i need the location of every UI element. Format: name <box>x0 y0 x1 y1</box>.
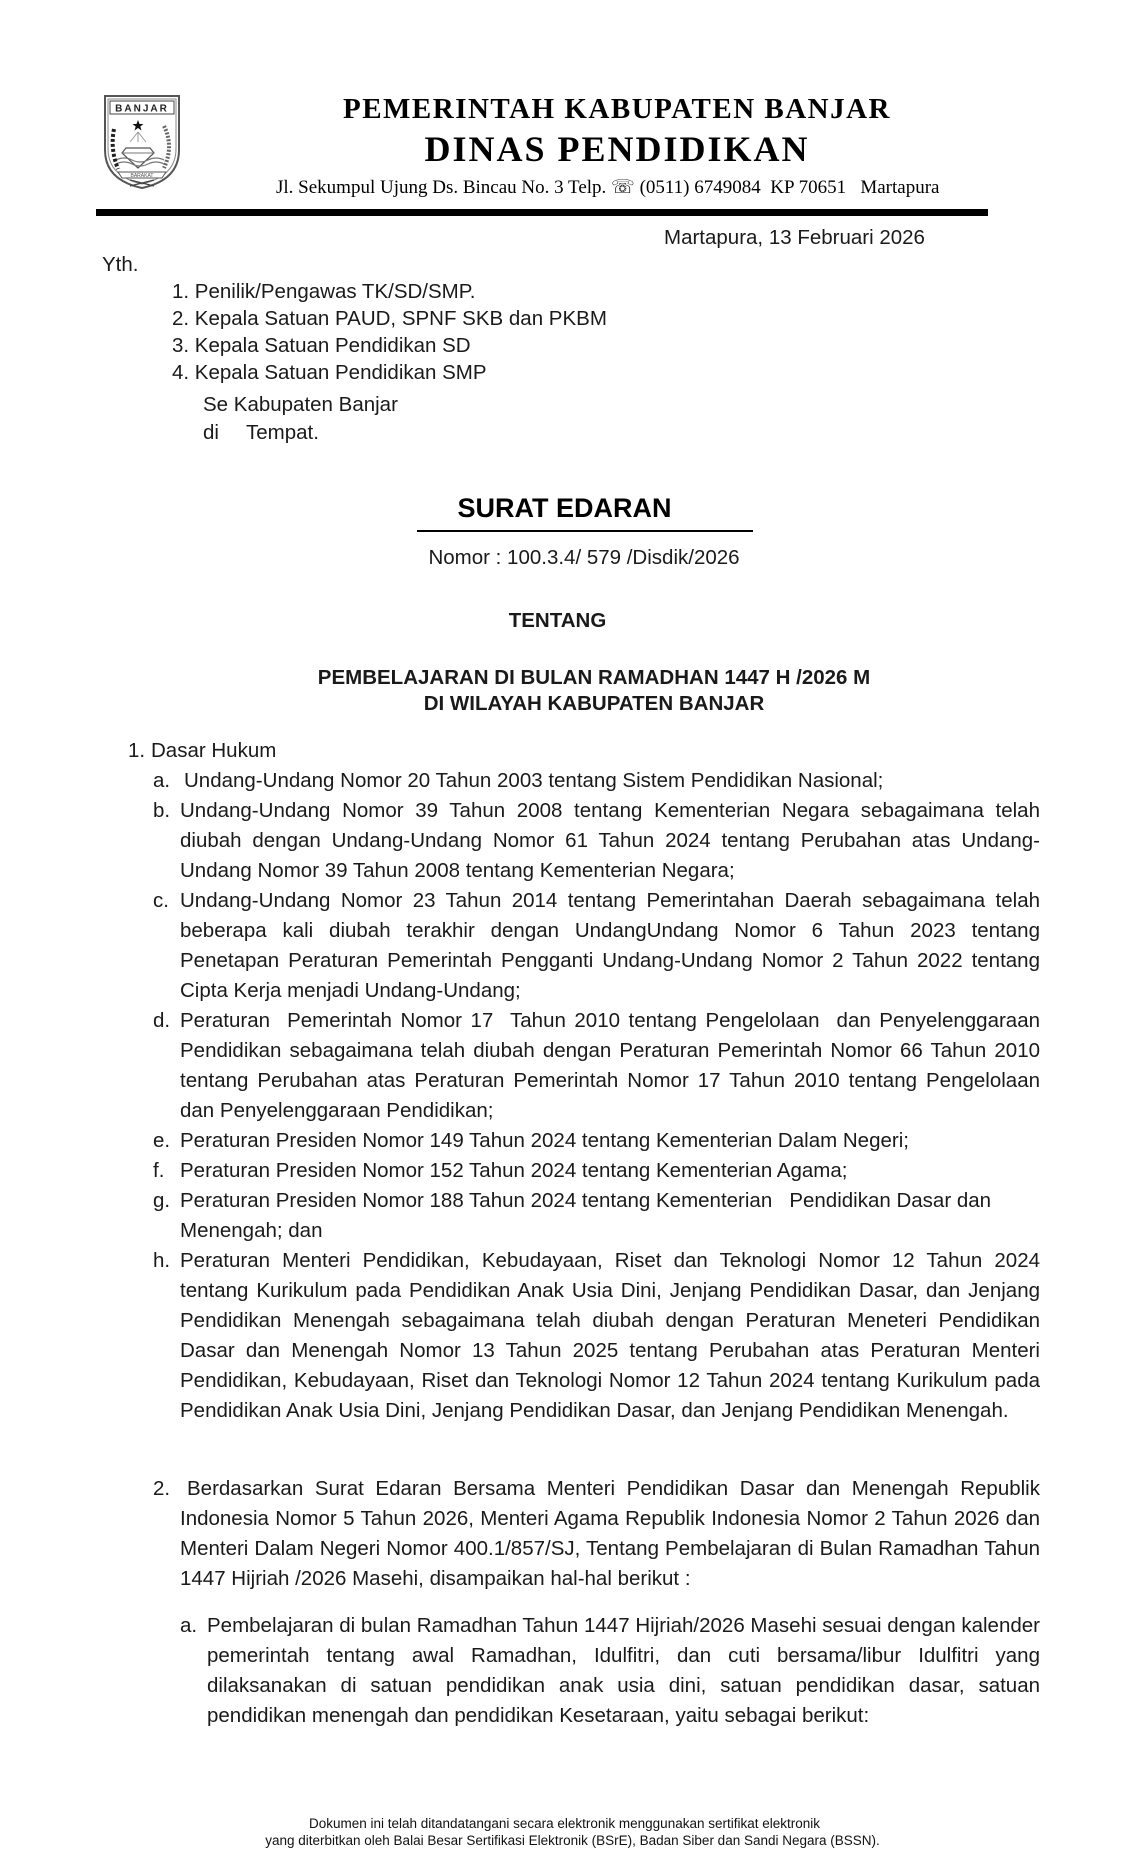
list-label: a. <box>180 1614 198 1637</box>
section-number: 2. <box>153 1477 171 1500</box>
recipient-item: 3. Kepala Satuan Pendidikan SD <box>172 334 471 357</box>
telephone-icon: ☏ <box>611 177 635 198</box>
list-label: h. <box>153 1249 171 1272</box>
emblem-icon <box>102 94 182 190</box>
list-item: Peraturan Menteri Pendidikan, Kebudayaan, Riset dan Teknologi Nomor 12 Tahun 2024 tentang Kurikulum pada Pendidikan Anak Usia Dini, Jenjang Pendidikan Dasar, dan Jenjang Pendidikan Menengah sebagaimana telah diubah dengan Peraturan Meneteri Pendidikan Dasar dan Menengah Nomor 13 Tahun 2025 tentang Perubahan atas Peraturan Menteri Pendidikan, Kebudayaan, Riset dan Teknologi Nomor 12 Tahun 2024 tentang Kurikulum pada Pendidikan Anak Usia Dini, Jenjang Pendidikan Dasar, dan Jenjang Pendidikan Menengah. <box>180 1249 1040 1422</box>
list-item: Peraturan Pemerintah Nomor 17 Tahun 2010 tentang Pengelolaan dan Penyelenggaraan Pendidikan sebagaimana telah diubah dengan Peraturan Pemerintah Nomor 66 Tahun 2010 tentang Perubahan atas Peraturan Pemerintah Nomor 17 Tahun 2010 tentang Pengelolaan dan Penyelenggaraan Pendidikan; <box>180 1009 1046 1122</box>
section-text: Berdasarkan Surat Edaran Bersama Menteri Pendidikan Dasar dan Menengah Republik Indonesia Nomor 5 Tahun 2026, Menteri Agama Republik Indonesia Nomor 2 Tahun 2026 dan Menteri Dalam Negeri Nomor 400.1/857/SJ, Tentang Pembelajaran di Bulan Ramadhan Tahun 1447 Hijriah /2026 Masehi, disampaikan hal-hal berikut : <box>180 1477 1040 1590</box>
salutation: Yth. <box>102 253 139 276</box>
banjar-regency-emblem <box>102 94 182 190</box>
section-number: 1. <box>128 739 146 762</box>
list-item: Undang-Undang Nomor 39 Tahun 2008 tentang Kementerian Negara sebagaimana telah diubah dengan Undang-Undang Nomor 61 Tahun 2024 tentang Perubahan atas Undang-Undang Nomor 39 Tahun 2008 tentang Kementerian Negara; <box>180 799 1040 882</box>
recipient-item: 4. Kepala Satuan Pendidikan SMP <box>172 361 487 384</box>
recipient-place: Tempat. <box>246 421 319 444</box>
letterhead-agency: DINAS PENDIDIKAN <box>424 129 810 169</box>
list-item: Undang-Undang Nomor 23 Tahun 2014 tentang Pemerintahan Daerah sebagaimana telah beberapa kali diubah terakhir dengan UndangUndang Nomor 6 Tahun 2023 tentang Penetapan Peraturan Pemerintah Pengganti Undang-Undang Nomor 2 Tahun 2022 tentang Cipta Kerja menjadi Undang-Undang; <box>180 889 1040 1002</box>
list-item: Peraturan Presiden Nomor 188 Tahun 2024 tentang Kementerian Pendidikan Dasar dan Menengah; dan <box>180 1189 997 1242</box>
list-label: d. <box>153 1009 171 1032</box>
list-label: f. <box>153 1159 165 1182</box>
tentang-heading: TENTANG <box>508 609 607 632</box>
subject-line: PEMBELAJARAN DI BULAN RAMADHAN 1447 H /2026 M <box>317 666 871 689</box>
letter-date: Martapura, 13 Februari 2026 <box>664 226 925 249</box>
document-title: SURAT EDARAN <box>457 493 672 523</box>
title-underline <box>417 530 753 532</box>
address-prefix: Jl. Sekumpul Ujung Ds. Bincau No. 3 Telp. <box>276 177 607 198</box>
section-heading: Dasar Hukum <box>151 739 277 762</box>
list-label: g. <box>153 1189 171 1212</box>
list-item: Pembelajaran di bulan Ramadhan Tahun 1447 Hijriah/2026 Masehi sesuai dengan kalender pemerintah tentang awal Ramadhan, Idulfitri, dan cuti bersama/libur Idulfitri yang dilaksanakan di satuan pendidikan anak usia dini, satuan pendidikan dasar, satuan pendidikan menengah dan pendidikan Kesetaraan, yaitu sebagai berikut: <box>207 1614 1040 1727</box>
list-label: e. <box>153 1129 171 1152</box>
recipient-area: Se Kabupaten Banjar <box>203 393 398 416</box>
subject-line: DI WILAYAH KABUPATEN BANJAR <box>423 692 765 715</box>
address-suffix: (0511) 6749084 KP 70651 Martapura <box>639 177 940 198</box>
letterhead-address <box>276 176 939 199</box>
emblem-ribbon-text: BARAKAT <box>130 173 154 179</box>
emblem-text: BANJAR <box>115 103 169 115</box>
letterhead-government: PEMERINTAH KABUPATEN BANJAR <box>342 93 891 125</box>
list-label: b. <box>153 799 171 822</box>
esign-notice: yang diterbitkan oleh Balai Besar Sertifikasi Elektronik (BSrE), Badan Siber dan Sandi Negara (BSSN). <box>265 1833 880 1848</box>
list-item: Peraturan Presiden Nomor 152 Tahun 2024 tentang Kementerian Agama; <box>180 1159 848 1182</box>
list-item: Undang-Undang Nomor 20 Tahun 2003 tentang Sistem Pendidikan Nasional; <box>184 769 884 792</box>
list-item: Peraturan Presiden Nomor 149 Tahun 2024 tentang Kementerian Dalam Negeri; <box>180 1129 909 1152</box>
recipient-item: 1. Penilik/Pengawas TK/SD/SMP. <box>172 280 476 303</box>
recipient-place-prefix: di <box>203 421 219 444</box>
list-label: c. <box>153 889 169 912</box>
letterhead-divider <box>96 209 988 216</box>
esign-notice: Dokumen ini telah ditandatangani secara elektronik menggunakan sertifikat elektronik <box>308 1816 821 1831</box>
document-number: Nomor : 100.3.4/ 579 /Disdik/2026 <box>428 546 740 569</box>
recipient-item: 2. Kepala Satuan PAUD, SPNF SKB dan PKBM <box>172 307 607 330</box>
list-label: a. <box>153 769 171 792</box>
